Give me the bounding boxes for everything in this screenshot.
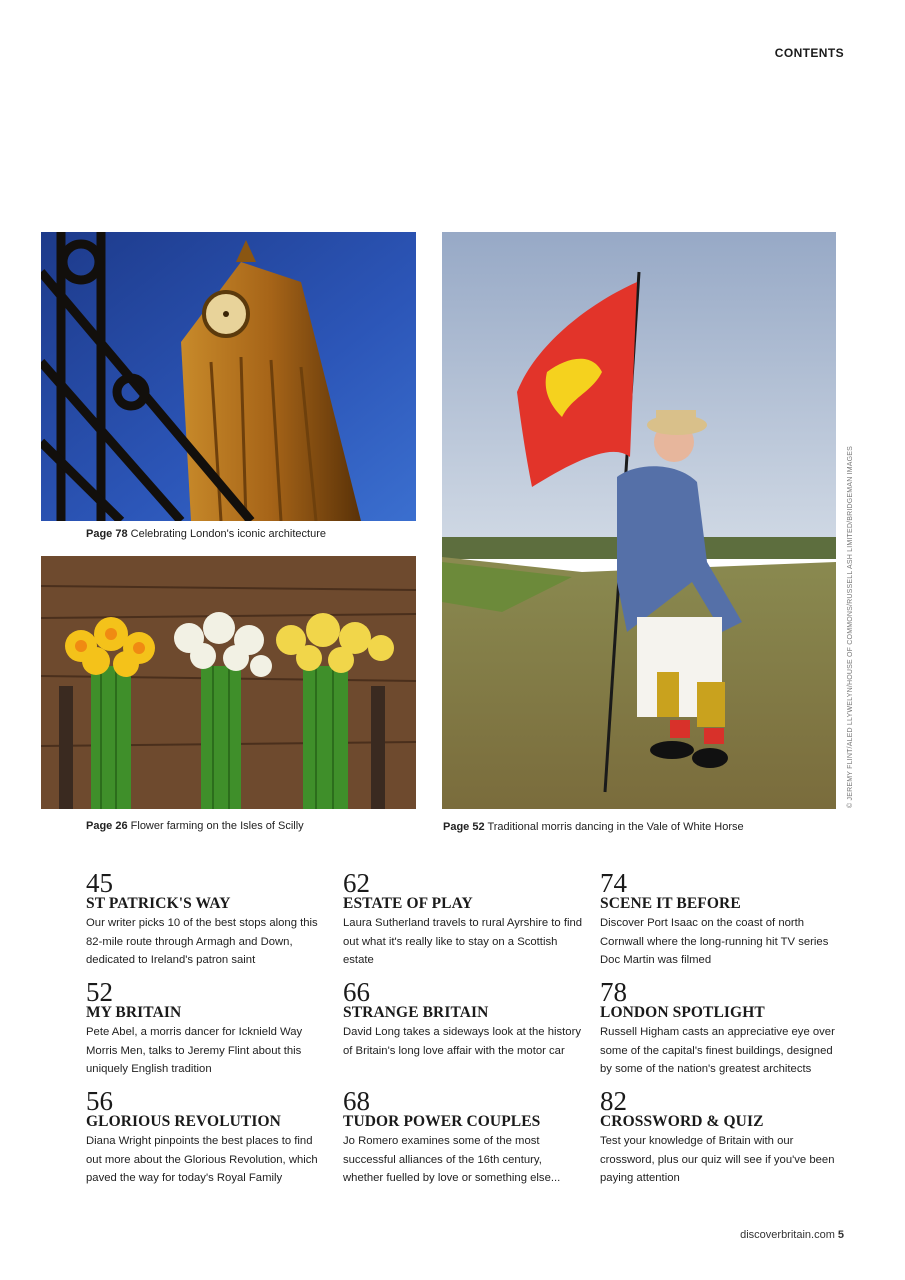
footer-page-number: 5: [837, 1229, 844, 1241]
morris-caption: [443, 821, 744, 833]
entry-title: STRANGE BRITAIN: [343, 1004, 489, 1021]
entry-title: TUDOR POWER COUPLES: [343, 1113, 541, 1130]
entry-title: GLORIOUS REVOLUTION: [86, 1113, 281, 1130]
entry-description: Pete Abel, a morris dancer for Icknield Way Morris Men, talks to Jeremy Flint about this uniquely English tradition: [86, 1026, 303, 1075]
entry-description: Our writer picks 10 of the best stops along this 82-mile route through Armagh and Down, dedicated to Ireland's patron saint: [86, 917, 318, 966]
entry-description: Test your knowledge of Britain with our crossword, plus our quiz will see if you've been paying attention: [600, 1135, 835, 1184]
entry-description: David Long takes a sideways look at the history of Britain's long love affair with the motor car: [343, 1026, 581, 1057]
entry-title: SCENE IT BEFORE: [600, 895, 741, 912]
contents-entry[interactable]: [600, 868, 840, 970]
entry-page-number: 82: [600, 1086, 627, 1116]
big-ben-caption: [86, 528, 326, 540]
caption-page-ref: Page 26: [86, 820, 128, 832]
contents-entry[interactable]: [343, 977, 583, 1060]
entry-page-number: 62: [343, 868, 370, 898]
entry-description: Discover Port Isaac on the coast of north Cornwall where the long-running hit TV series Doc Martin was filmed: [600, 917, 829, 966]
entry-description: Laura Sutherland travels to rural Ayrshire to find out what it's really like to stay on a Scottish estate: [343, 917, 583, 966]
entry-title: LONDON SPOTLIGHT: [600, 1004, 765, 1021]
contents-entry[interactable]: [600, 1086, 840, 1188]
flowers-caption: [86, 820, 304, 832]
contents-entry[interactable]: [343, 868, 583, 970]
entry-description: Diana Wright pinpoints the best places to find out more about the Glorious Revolution, which paved the way for today's Royal Family: [86, 1135, 318, 1184]
caption-page-ref: Page 78: [86, 528, 128, 540]
caption-text: Flower farming on the Isles of Scilly: [130, 820, 304, 832]
entry-page-number: 74: [600, 868, 627, 898]
caption-text: Traditional morris dancing in the Vale of White Horse: [487, 821, 744, 833]
contents-entry[interactable]: [86, 977, 326, 1079]
entry-description: Jo Romero examines some of the most successful alliances of the 16th century, whether fuelled by love or something else...: [343, 1135, 561, 1184]
caption-text: Celebrating London's iconic architecture: [130, 528, 326, 540]
entry-description: Russell Higham casts an appreciative eye over some of the capital's finest buildings, designed by some of the nation's greatest architects: [600, 1026, 835, 1075]
entry-page-number: 56: [86, 1086, 113, 1116]
footer-site-url[interactable]: discoverbritain.com: [740, 1229, 835, 1241]
contents-entry[interactable]: [600, 977, 840, 1079]
entry-page-number: 52: [86, 977, 113, 1007]
section-label: CONTENTS: [774, 46, 844, 60]
page-footer: [740, 1229, 844, 1241]
entry-title: MY BRITAIN: [86, 1004, 182, 1021]
entry-title: ST PATRICK'S WAY: [86, 895, 231, 912]
entry-page-number: 78: [600, 977, 627, 1007]
caption-page-ref: Page 52: [443, 821, 485, 833]
entry-page-number: 66: [343, 977, 370, 1007]
big-ben-photo: [41, 232, 416, 521]
entry-page-number: 68: [343, 1086, 370, 1116]
morris-dancer-photo: [442, 232, 836, 809]
flowers-photo: [41, 556, 416, 809]
contents-entry[interactable]: [343, 1086, 583, 1188]
contents-entry[interactable]: [86, 1086, 326, 1188]
entry-title: CROSSWORD & QUIZ: [600, 1113, 764, 1130]
photo-credit: © JEREMY FLINT/ALED LLYWELYN/HOUSE OF COMMONS/RUSSELL ASH LIMITED/BRIDGEMAN IMAGES: [847, 445, 854, 808]
contents-entry[interactable]: [86, 868, 326, 970]
entry-page-number: 45: [86, 868, 113, 898]
entry-title: ESTATE OF PLAY: [343, 895, 473, 912]
